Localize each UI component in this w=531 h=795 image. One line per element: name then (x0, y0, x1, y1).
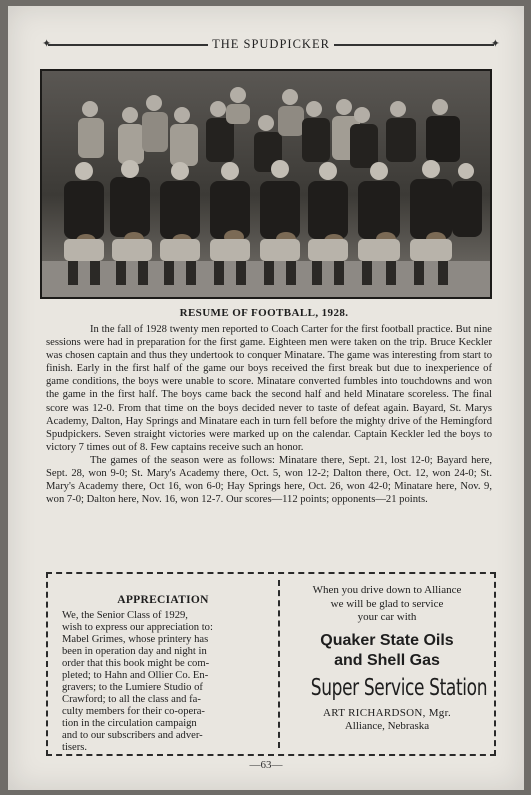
service-station-ad (284, 584, 490, 733)
ad-intro: When you drive down to Alliance we will be glad to service your car with (312, 584, 462, 623)
left-ornament-icon: ✦ (42, 38, 52, 50)
article-paragraph-1: In the fall of 1928 twenty men reported to Coach Carter for the first football practice. But nine sessions were had in preparation for the first game. Eighteen men were taken on the trip. Bruce Keckler was chosen captain and thus they undertook to conquer Minatare. The game was interesting from start to finish. Early in the first half of the game our boys received the first break but due to inexperience of game conditions, the boys were unable to score. Minatare converted fumbles into touchdowns and won the game in the first half. The boys came back the second half and held Minatare scoreless. The final score was 12-0. From that time on the boys decided never to taste of defeat again. Bayard, St. Marys Academy, Dalton, Hay Springs and Minatare each in turn fell before the mighty drive of the Hemingford Spudpickers. Seven straight victories were marked up on the calendar. Captain Keckler led the boys to victory 7 times out of 8. Few captains receive such an honor. (46, 324, 492, 453)
ad-brands: Quaker State Oils and Shell Gas (320, 631, 454, 669)
bottom-ad-box (46, 572, 496, 756)
article-body (46, 323, 492, 506)
box-divider (278, 580, 280, 748)
page-number: —63— (249, 759, 283, 771)
yearbook-page (8, 6, 524, 790)
team-photo-image (42, 71, 490, 297)
team-photo (40, 69, 492, 299)
article-headline: RESUME OF FOOTBALL, 1928. (179, 307, 349, 319)
right-ornament-icon: ✦ (490, 38, 500, 50)
publication-title: THE SPUDPICKER (212, 37, 330, 51)
running-header (42, 36, 500, 54)
ad-manager: ART RICHARDSON, Mgr. (323, 706, 451, 719)
ad-town: Alliance, Nebraska (344, 719, 430, 732)
appreciation-title: APPRECIATION (117, 594, 209, 606)
article-paragraph-2: The games of the season were as follows: Minatare there, Sept. 21, lost 12-0; Bayard here, Sept. 28, won 9-0; St. Mary's Academy there, Oct. 5, won 12-2; Dalton there, Oct. 12, won 24-0; St. Mary's Academy there, Oct 16, won 6-0; Hay Springs here, Oct. 26, won 42-0; Minatare here, Nov. 9, won 7-0; Dalton here, Nov. 16, won 12-7. Our scores—112 points; opponents—21 points. (46, 454, 492, 506)
appreciation-text: We, the Senior Class of 1929, wish to express our appreciation to: Mabel Grimes, whose printery has been in operation day and night in order that this book might be com- pleted; to Hahn and Ollier Co. En- gravers; to the Lumiere Studio of Crawford; to all the class and fa- culty members for their co-opera- tion in the circulation campaign and to our subscribers and adver- tisers. (62, 610, 213, 753)
ad-station-name: Super Service Station (310, 674, 488, 701)
header-rule-right (334, 44, 494, 46)
